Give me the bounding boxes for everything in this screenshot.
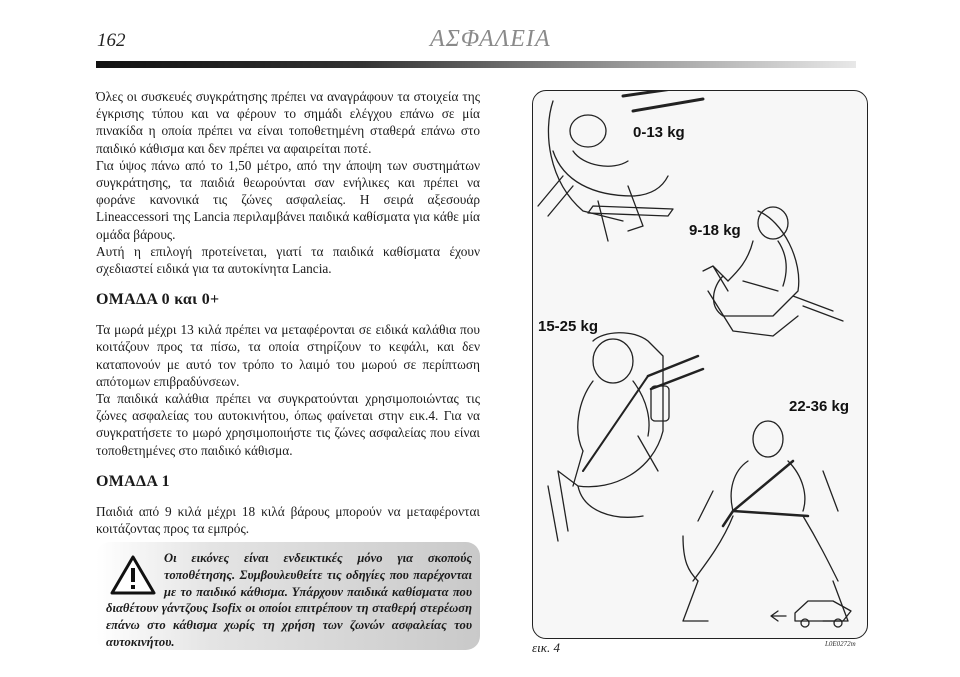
child-seat-figure: [532, 90, 868, 639]
intro-paragraph-2: Για ύψος πάνω από το 1,50 μέτρο, από την άποψη των συστημάτων συγκράτησης, τα παιδιά θεωρούνται σαν ενήλικες και πρέπει να φοράνε κανονικά τις ζώνες ασφαλείας. Η σειρά αξεσουάρ Lineaccessori της Lancia περιλαμβάνει παιδικά καθίσματα για κάθε μία ομάδα βάρους.: [96, 157, 480, 242]
warning-text: [106, 550, 472, 651]
weight-label-group-1: 9-18 kg: [689, 222, 741, 239]
text-column: [96, 88, 480, 537]
group0-paragraph-2: Τα παιδικά καλάθια πρέπει να συγκρατούνται χρησιμοποιώντας τις ζώνες ασφαλείας του αυτοκινήτου, όπως φαίνεται στην εικ.4. Για να συγκρατήσετε το μωρό χρησιμοποιήστε τις ζώνες ασφαλείας που είναι τοποθετημένες στο παιδικό κάθισμα.: [96, 391, 480, 458]
group0-heading: ΟΜΑΔΑ 0 και 0+: [96, 291, 220, 309]
weight-label-group-0: 0-13 kg: [633, 124, 685, 141]
warning-box: [96, 542, 480, 650]
child-seat-illustration: [533, 91, 867, 638]
intro-paragraph-1: Όλες οι συσκευές συγκράτησης πρέπει να αναγράφουν τα στοιχεία της έγκρισης τύπου και να φέρουν το σημάδι ελέγχου επάνω σε μία πινακίδα η οποία πρέπει να είναι τοποθετημένη σταθερά επάνω στο παιδικό κάθισμα και δεν πρέπει να αφαιρείται ποτέ.: [96, 89, 480, 156]
intro-paragraph-3: Αυτή η επιλογή προτείνεται, γιατί τα παιδικά καθίσματα έχουν σχεδιαστεί ειδικά για τα αυτοκίνητα Lancia.: [96, 243, 480, 277]
page-number: 162: [97, 30, 126, 51]
group1-paragraph: Παιδιά από 9 κιλά μέχρι 18 κιλά βάρους μπορούν να μεταφέρονται κοιτάζοντας προς τα εμπρός.: [96, 503, 480, 537]
group1-heading: ΟΜΑΔΑ 1: [96, 472, 170, 490]
header-rule: [96, 61, 856, 68]
figure-caption: εικ. 4: [532, 640, 560, 655]
group0-paragraph-1: Τα μωρά μέχρι 13 κιλά πρέπει να μεταφέρονται σε ειδικά καλάθια που κοιτάζουν προς τα πίσω, τα οποία στηρίζουν το κεφάλι, και δεν καταπονούν με αυτό τον τρόπο το λαιμό του μωρού σε περίπτωση απότομων επιβραδύνσεων.: [96, 322, 480, 389]
section-title: ΑΣΦΑΛΕΙΑ: [430, 26, 551, 52]
weight-label-group-3: 22-36 kg: [789, 398, 850, 415]
warning-text-content: Οι εικόνες είναι ενδεικτικές μόνο για σκοπούς τοποθέτησης. Συμβουλευθείτε τις οδηγίες που παρέχονται με το παιδικό κάθισμα. Υπάρχουν παιδικά καθίσματα που διαθέτουν γάντζους Isofix οι οποίοι επιτρέπουν τη σταθερή στερέωση επάνω στο κάθισμα χωρίς τη χρήση των ζωνών ασφαλείας του αυτοκινήτου.: [106, 551, 472, 649]
weight-label-group-2: 15-25 kg: [538, 318, 599, 335]
figure-code: L0E0272m: [825, 640, 856, 648]
